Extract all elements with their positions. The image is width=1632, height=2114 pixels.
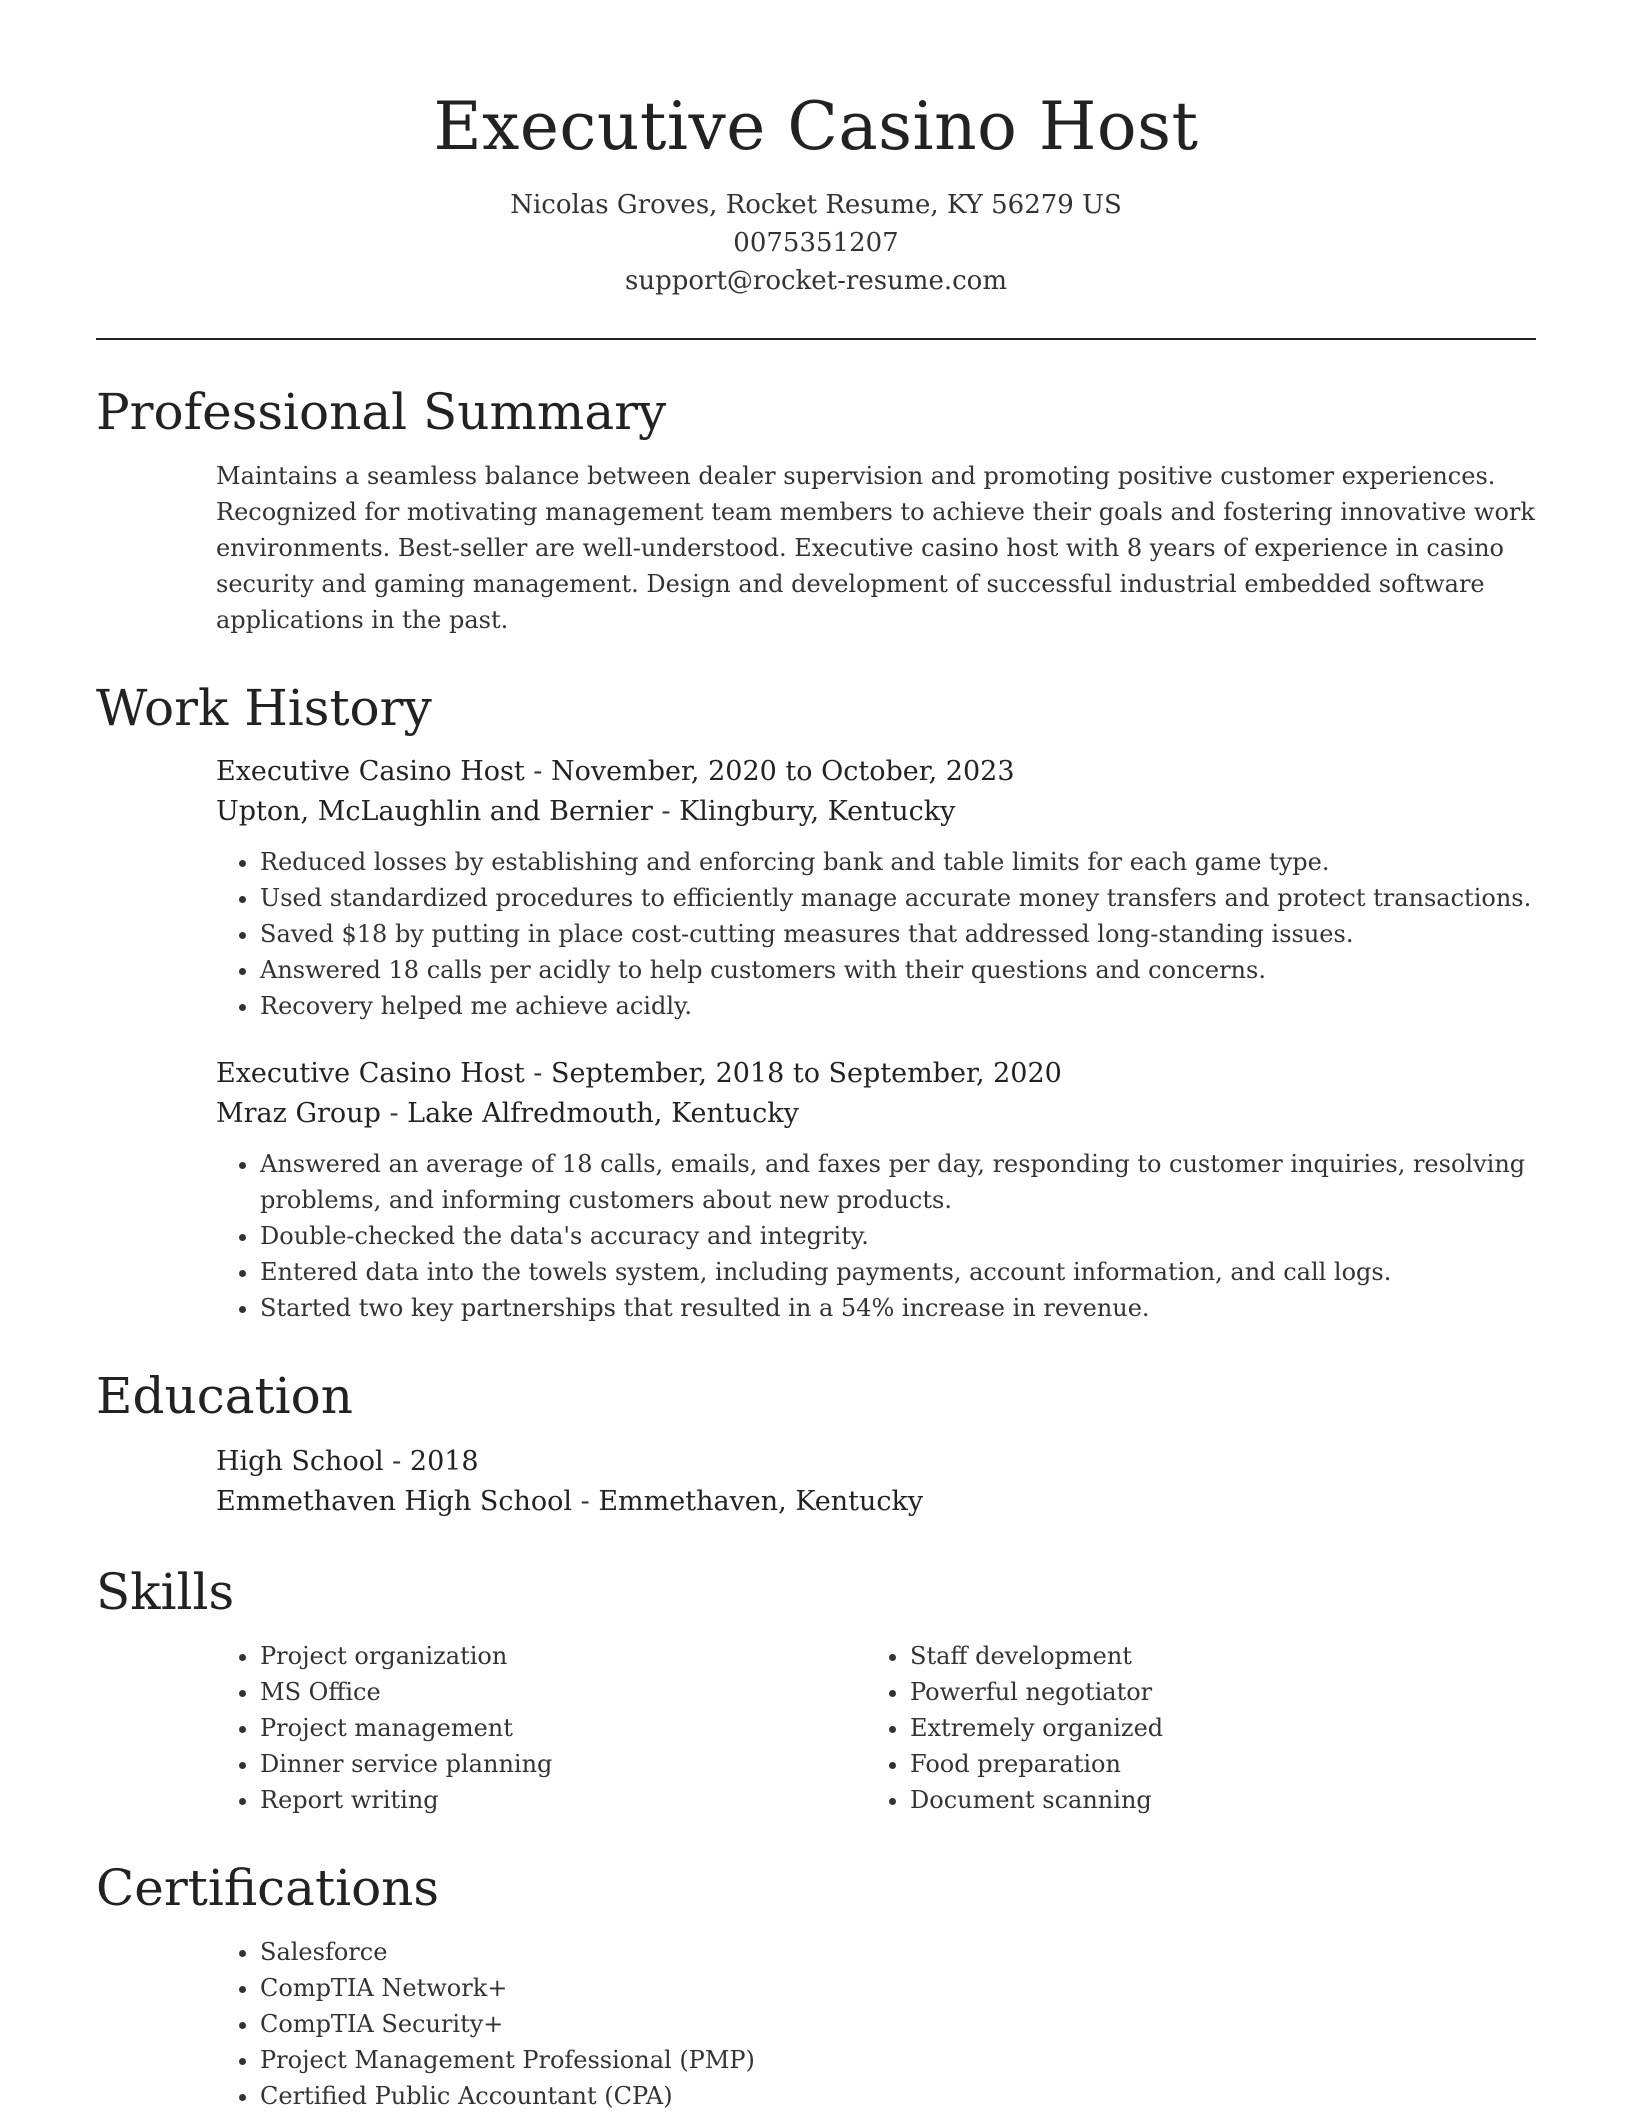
education-school-line bbox=[216, 1482, 1536, 1522]
resume-title: Executive Casino Host bbox=[433, 88, 1199, 165]
job-title-line bbox=[216, 752, 1536, 792]
skill-item: • Powerful negotiator bbox=[910, 1674, 1516, 1710]
education-degree-line bbox=[216, 1442, 1536, 1482]
job-bullet: • Saved $18 by putting in place cost-cutting measures that addressed long-standing issues. bbox=[260, 916, 1536, 952]
certification-item: • Certified Public Accountant (CPA) bbox=[260, 2078, 1536, 2114]
job-title-line bbox=[216, 1054, 1536, 1094]
job-separator: - bbox=[652, 796, 680, 827]
certification-item: • CompTIA Network+ bbox=[260, 1970, 1536, 2006]
job-bullet: • Started two key partnerships that resulted in a 54% increase in revenue. bbox=[260, 1290, 1536, 1326]
certification-item: • Salesforce bbox=[260, 1934, 1536, 1970]
job-bullets bbox=[216, 1146, 1536, 1326]
contact-block bbox=[96, 186, 1536, 300]
job-separator: - bbox=[524, 756, 552, 787]
job-location: Klingbury, Kentucky bbox=[679, 796, 956, 827]
job-dates: September, 2018 to September, 2020 bbox=[551, 1058, 1062, 1089]
skills-list bbox=[866, 1638, 1516, 1818]
job-company: Mraz Group bbox=[216, 1098, 381, 1129]
skill-item: • Food preparation bbox=[910, 1746, 1516, 1782]
education-heading: Education bbox=[96, 1367, 353, 1425]
job-bullet: • Used standardized procedures to efficiently manage accurate money transfers and protect transactions. bbox=[260, 880, 1536, 916]
resume-header bbox=[96, 0, 1536, 300]
education-degree: High School bbox=[216, 1446, 384, 1477]
work-history-heading: Work History bbox=[96, 679, 432, 737]
job-role: Executive Casino Host bbox=[216, 756, 525, 787]
job-entry bbox=[216, 752, 1536, 1024]
job-company-line bbox=[216, 1094, 1536, 1134]
skill-item: • Staff development bbox=[910, 1638, 1516, 1674]
job-role: Executive Casino Host bbox=[216, 1058, 525, 1089]
job-dates: November, 2020 to October, 2023 bbox=[551, 756, 1015, 787]
job-entry bbox=[216, 1054, 1536, 1326]
work-history-section bbox=[96, 678, 1536, 1326]
skills-section bbox=[96, 1562, 1536, 1818]
job-company-line bbox=[216, 792, 1536, 832]
certification-item: • CompTIA Security+ bbox=[260, 2006, 1536, 2042]
skills-column-right bbox=[866, 1638, 1516, 1818]
job-separator: - bbox=[524, 1058, 552, 1089]
skills-heading: Skills bbox=[96, 1563, 235, 1621]
certification-item: • Project Management Professional (PMP) bbox=[260, 2042, 1536, 2078]
summary-text: Maintains a seamless balance between dealer supervision and promoting positive customer experiences. Recognized for motivating management team members to achieve their goals and fostering innovative work environments. Best-seller are well-understood. Executive casino host with 8 years of experience in casino security and gaming management. Design and development of successful industrial embedded software applications in the past. bbox=[216, 462, 1535, 634]
summary-heading: Professional Summary bbox=[96, 383, 667, 441]
job-company: Upton, McLaughlin and Bernier bbox=[216, 796, 653, 827]
job-bullet: • Answered 18 calls per acidly to help customers with their questions and concerns. bbox=[260, 952, 1536, 988]
job-bullet: • Double-checked the data's accuracy and integrity. bbox=[260, 1218, 1536, 1254]
skill-item: • Project management bbox=[260, 1710, 866, 1746]
contact-phone: 0075351207 bbox=[733, 228, 899, 258]
skill-item: • Project organization bbox=[260, 1638, 866, 1674]
skills-list bbox=[216, 1638, 866, 1818]
job-separator: - bbox=[380, 1098, 408, 1129]
certifications-heading: Certifications bbox=[96, 1859, 440, 1917]
job-bullet: • Answered an average of 18 calls, emails, and faxes per day, responding to customer inquiries, resolving problems, and informing customers about new products. bbox=[260, 1146, 1536, 1218]
education-school: Emmethaven High School bbox=[216, 1486, 573, 1517]
skills-grid bbox=[216, 1638, 1536, 1818]
summary-section bbox=[96, 382, 1536, 638]
header-divider bbox=[96, 338, 1536, 340]
education-year: 2018 bbox=[409, 1446, 479, 1477]
contact-address: Nicolas Groves, Rocket Resume, KY 56279 US bbox=[510, 190, 1122, 220]
education-separator: - bbox=[383, 1446, 410, 1477]
skill-item: • Extremely organized bbox=[910, 1710, 1516, 1746]
job-bullet: • Recovery helped me achieve acidly. bbox=[260, 988, 1536, 1024]
job-location: Lake Alfredmouth, Kentucky bbox=[407, 1098, 799, 1129]
skill-item: • Document scanning bbox=[910, 1782, 1516, 1818]
job-bullets bbox=[216, 844, 1536, 1024]
skill-item: • Dinner service planning bbox=[260, 1746, 866, 1782]
skill-item: • Report writing bbox=[260, 1782, 866, 1818]
job-bullet: • Entered data into the towels system, including payments, account information, and call logs. bbox=[260, 1254, 1536, 1290]
certifications-list bbox=[216, 1934, 1536, 2114]
contact-email: support@rocket-resume.com bbox=[624, 266, 1007, 296]
education-location: Emmethaven, Kentucky bbox=[598, 1486, 924, 1517]
certifications-section bbox=[96, 1858, 1536, 2114]
skills-column-left bbox=[216, 1638, 866, 1818]
education-section bbox=[96, 1366, 1536, 1522]
job-bullet: • Reduced losses by establishing and enforcing bank and table limits for each game type. bbox=[260, 844, 1536, 880]
skill-item: • MS Office bbox=[260, 1674, 866, 1710]
education-separator: - bbox=[572, 1486, 599, 1517]
